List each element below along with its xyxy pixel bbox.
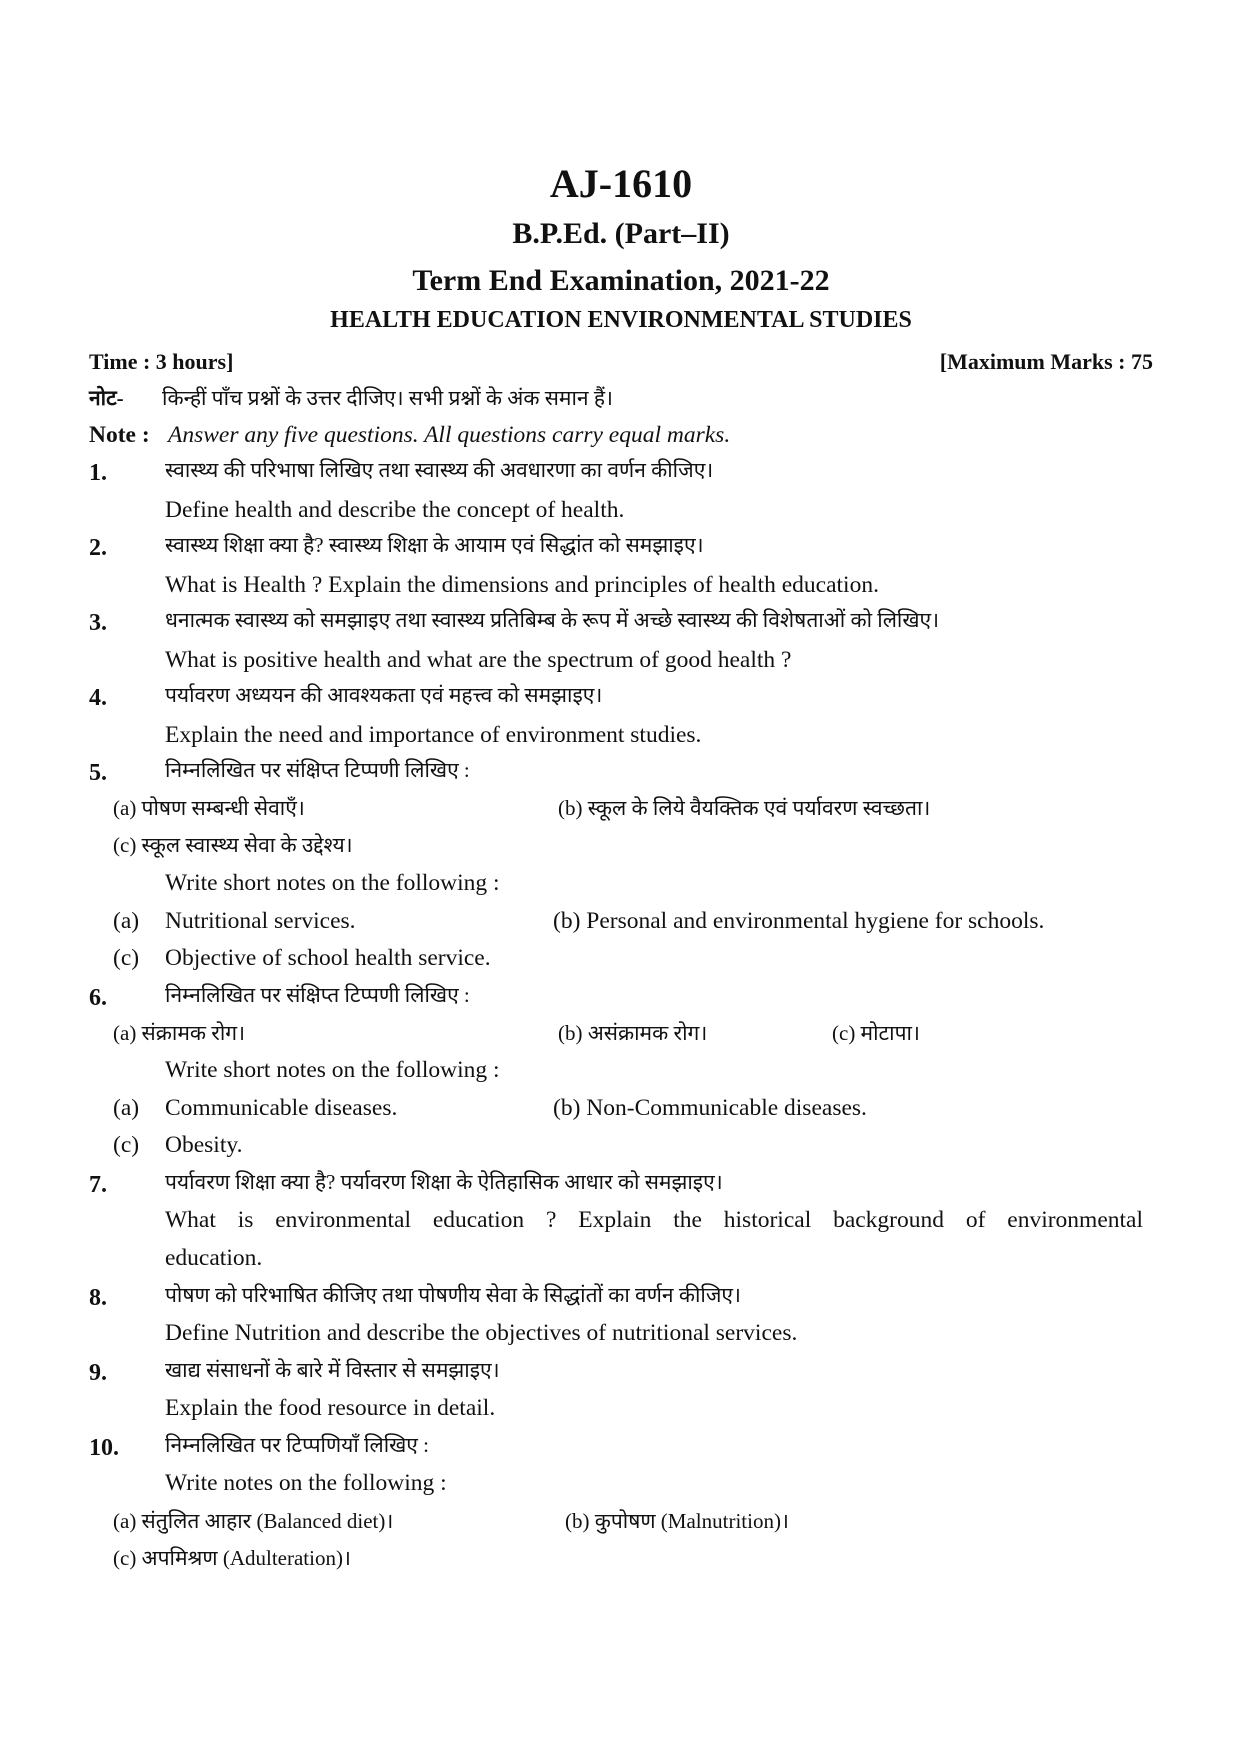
question-10-b: (b) कुपोषण (Malnutrition)। [565,1509,789,1533]
question-number: 7. [89,1172,107,1198]
question-4-hindi: पर्यावरण अध्ययन की आवश्यकता एवं महत्त्व को समझाइए। [165,683,603,707]
question-2-hindi: स्वास्थ्य शिक्षा क्या है? स्वास्थ्य शिक्षा के आयाम एवं सिद्धांत को समझाइए। [165,533,704,557]
question-6-hindi: निम्नलिखित पर संक्षिप्त टिप्पणी लिखिए : [165,983,470,1007]
question-6-english-a: Communicable diseases. [165,1095,398,1121]
question-number: 10. [89,1435,119,1461]
question-number: 1. [89,460,107,486]
question-5-english: Write short notes on the following : [165,870,500,896]
course-title: B.P.Ed. (Part–II) [512,217,730,250]
time-label: Time : 3 hours] [89,349,234,374]
question-5-english-b: (b) Personal and environmental hygiene for schools. [553,908,1045,934]
question-1-hindi: स्वास्थ्य की परिभाषा लिखिए तथा स्वास्थ्य की अवधारणा का वर्णन कीजिए। [165,458,714,482]
question-8-english: Define Nutrition and describe the objectives of nutritional services. [165,1320,798,1346]
question-6-english-b: (b) Non-Communicable diseases. [553,1095,867,1121]
question-3-english: What is positive health and what are the spectrum of good health ? [165,647,792,673]
note-english-label: Note : [89,422,150,448]
question-number: 4. [89,685,107,711]
question-6-hindi-a: (a) संक्रामक रोग। [113,1021,246,1045]
note-hindi-text: किन्हीं पाँच प्रश्नों के उत्तर दीजिए। सभी प्रश्नों के अंक समान हैं। [162,386,613,410]
question-number: 6. [89,985,107,1011]
question-number: 3. [89,610,107,636]
question-number: 8. [89,1285,107,1311]
question-10-a: (a) संतुलित आहार (Balanced diet)। [113,1509,394,1533]
subject-title: HEALTH EDUCATION ENVIRONMENTAL STUDIES [330,307,912,333]
question-6-english: Write short notes on the following : [165,1057,500,1083]
question-5-english-a: Nutritional services. [165,908,356,934]
question-6-english-a-label: (a) [113,1095,140,1121]
question-10-english: Write notes on the following : [165,1470,447,1496]
note-hindi-label: नोट- [89,386,124,410]
question-5-hindi-c: (c) स्कूल स्वास्थ्य सेवा के उद्देश्य। [113,833,353,857]
question-5-english-a-label: (a) [113,908,140,934]
question-number: 5. [89,760,107,786]
question-5-hindi: निम्नलिखित पर संक्षिप्त टिप्पणी लिखिए : [165,758,470,782]
question-number: 2. [89,535,107,561]
question-9-english: Explain the food resource in detail. [165,1395,496,1421]
question-5-hindi-a: (a) पोषण सम्बन्धी सेवाएँ। [113,796,305,820]
question-5-english-c-label: (c) [113,945,140,971]
question-7-english-line-2: education. [165,1245,263,1271]
question-8-hindi: पोषण को परिभाषित कीजिए तथा पोषणीय सेवा के सिद्धांतों का वर्णन कीजिए। [165,1283,741,1307]
question-7-hindi: पर्यावरण शिक्षा क्या है? पर्यावरण शिक्षा के ऐतिहासिक आधार को समझाइए। [165,1170,723,1194]
question-6-english-c-label: (c) [113,1132,140,1158]
question-1-english: Define health and describe the concept of health. [165,497,625,523]
max-marks-label: [Maximum Marks : 75 [939,349,1153,374]
question-5-english-c: Objective of school health service. [165,945,491,971]
exam-title: Term End Examination, 2021-22 [412,264,830,297]
question-4-english: Explain the need and importance of environment studies. [165,722,702,748]
question-10-c: (c) अपमिश्रण (Adulteration)। [113,1546,351,1570]
paper-code: AJ-1610 [549,161,693,206]
question-6-hindi-b: (b) असंक्रामक रोग। [558,1021,708,1045]
question-2-english: What is Health ? Explain the dimensions and principles of health education. [165,572,879,598]
question-6-hindi-c: (c) मोटापा। [832,1021,920,1045]
question-number: 9. [89,1360,107,1386]
question-7-english-line-1: What is environmental education ? Explain the historical background of environmental [165,1207,1143,1233]
question-6-english-c: Obesity. [165,1132,243,1158]
question-9-hindi: खाद्य संसाधनों के बारे में विस्तार से समझाइए। [165,1358,500,1382]
question-3-hindi: धनात्मक स्वास्थ्य को समझाइए तथा स्वास्थ्य प्रतिबिम्ब के रूप में अच्छे स्वास्थ्य की विशेषताओं को लिखिए। [165,608,940,632]
question-10-hindi: निम्नलिखित पर टिप्पणियाँ लिखिए : [165,1433,430,1457]
question-5-hindi-b: (b) स्कूल के लिये वैयक्तिक एवं पर्यावरण स्वच्छता। [558,796,931,820]
note-english-text: Answer any five questions. All questions carry equal marks. [168,422,731,448]
